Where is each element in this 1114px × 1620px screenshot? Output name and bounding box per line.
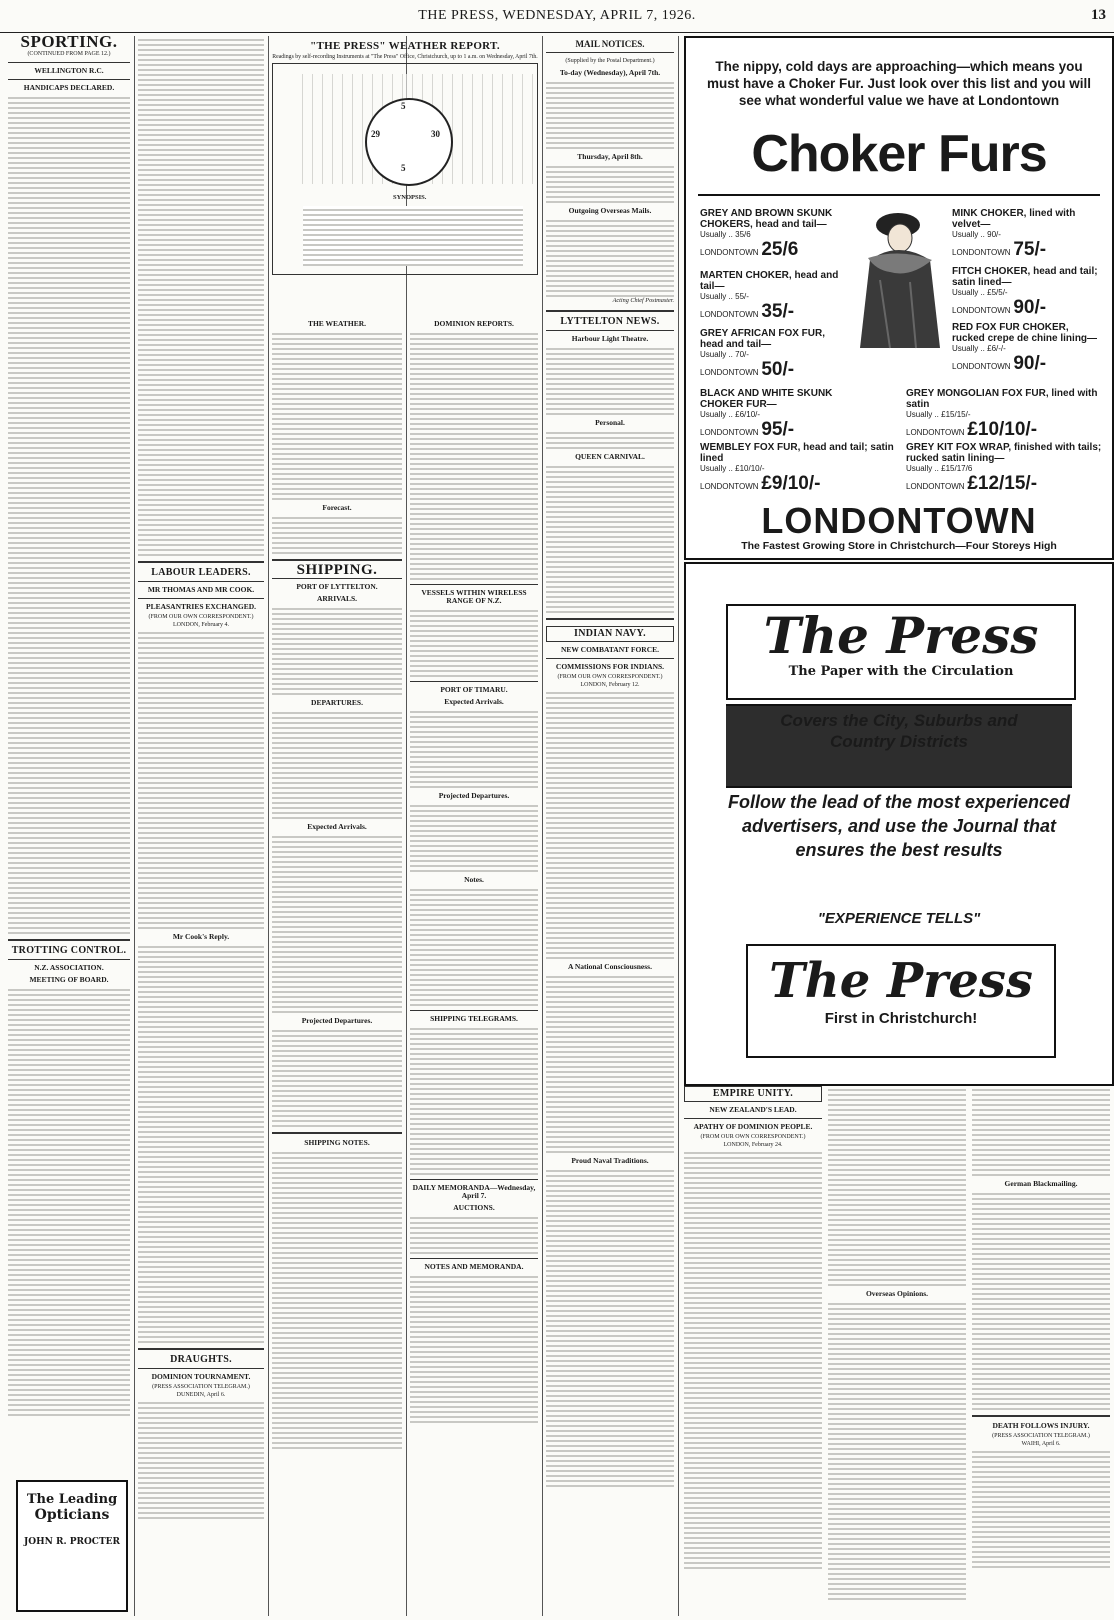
- press-tagline-1: The Paper with the Circulation: [788, 664, 1014, 679]
- optician-ad: [16, 1480, 128, 1612]
- masthead: [0, 0, 1114, 33]
- shipping-title: SHIPPING.: [296, 562, 378, 578]
- fur-item-8: [906, 388, 1104, 441]
- empire-body-2: [828, 1086, 966, 1286]
- lyttelton-sub1: Harbour Light Theatre.: [571, 334, 649, 343]
- woman-in-fur-illustration: [850, 200, 948, 350]
- empire-body-3: [828, 1300, 966, 1600]
- death-body: [972, 1448, 1110, 1568]
- empire-header: [684, 1086, 822, 1102]
- indian-navy-body-2: [546, 973, 674, 1153]
- trotting-meeting: MEETING OF BOARD.: [29, 975, 109, 984]
- dial-number: 5: [401, 101, 406, 111]
- fur-item-name: FITCH CHOKER, head and tail; satin lined—: [952, 266, 1098, 288]
- labour-body: [138, 629, 264, 929]
- fur-item-price: 50/-: [761, 359, 795, 380]
- draughts-dateline: DUNEDIN, April 6.: [176, 1392, 226, 1398]
- timaru-expected: Expected Arrivals.: [444, 697, 504, 706]
- fur-item-name: WEMBLEY FOX FUR, head and tail; satin lined: [700, 442, 894, 464]
- press-logo-box-2: [746, 944, 1056, 1058]
- empire-col-3: [972, 1086, 1110, 1568]
- arrivals-body: [272, 605, 402, 695]
- arrivals-title: ARRIVALS.: [316, 594, 358, 603]
- indian-navy-dateline: LONDON, February 12.: [580, 682, 640, 688]
- daily-memoranda: DAILY MEMORANDA—Wednesday, April 7.: [412, 1183, 536, 1200]
- fur-item-name: BLACK AND WHITE SKUNK CHOKER FUR—: [700, 388, 833, 410]
- labour-deck: PLEASANTRIES EXCHANGED.: [145, 602, 257, 611]
- labour-body-2: [138, 943, 264, 1343]
- draughts-byline: (PRESS ASSOCIATION TELEGRAM.): [152, 1384, 250, 1390]
- personal-body: [546, 429, 674, 449]
- fur-item-name: GREY KIT FOX WRAP, finished with tails; rucked satin lining—: [906, 442, 1102, 464]
- fur-item-price: 90/-: [1013, 297, 1047, 318]
- indian-navy-subtitle: NEW COMBATANT FORCE.: [561, 645, 659, 654]
- fur-item-name: MINK CHOKER, lined with velvet—: [952, 208, 1076, 230]
- the-weather-title: THE WEATHER.: [307, 319, 367, 328]
- synopsis-table: [303, 206, 523, 266]
- fur-item-name: RED FOX FUR CHOKER, rucked crepe de chine lining—: [952, 322, 1098, 344]
- expected-title: Expected Arrivals.: [307, 822, 367, 831]
- mail-supplied: (Supplied by the Postal Department.): [565, 58, 655, 64]
- reports-column: [410, 316, 538, 1616]
- synopsis-label: SYNOPSIS.: [393, 194, 427, 201]
- dominion-reports-title: DOMINION REPORTS.: [434, 319, 514, 328]
- queen-carnival: QUEEN CARNIVAL.: [575, 452, 645, 461]
- optician-line1: The Leading: [26, 1492, 118, 1507]
- londontown-label: LONDONTOWN: [700, 310, 759, 319]
- indian-navy-header: [546, 626, 674, 642]
- empire-deck: APATHY OF DOMINION PEOPLE.: [693, 1122, 813, 1131]
- timaru-expected-body: [410, 708, 538, 788]
- draughts-body: [138, 1399, 264, 1519]
- press-follow: Follow the lead of the most experienced advertisers, and use the Journal that ensures the best results: [727, 792, 1071, 860]
- labour-subtitle: MR THOMAS AND MR COOK.: [147, 585, 255, 594]
- fur-item-1: [700, 270, 850, 323]
- fur-item-price: 35/-: [761, 301, 795, 322]
- timaru-notes-body: [410, 886, 538, 1006]
- column-rule: [542, 36, 543, 1616]
- fur-item-price: £9/10/-: [761, 473, 821, 494]
- press-experience: "EXPERIENCE TELLS": [817, 910, 981, 927]
- fur-item-4: [700, 442, 900, 495]
- press-logo-2: The Press: [769, 953, 1033, 1009]
- the-press-ad: [684, 562, 1114, 1086]
- mail-today-body: [546, 79, 674, 149]
- londontown-label: LONDONTOWN: [700, 482, 759, 491]
- indian-navy-deck: COMMISSIONS FOR INDIANS.: [555, 662, 665, 671]
- labour-subhead: Mr Cook's Reply.: [172, 932, 230, 941]
- optician-name: JOHN R. PROCTER: [24, 1537, 120, 1547]
- press-logo: The Press: [763, 606, 1039, 665]
- empire-col-1: [684, 1086, 822, 1569]
- fur-item-0: [700, 208, 850, 261]
- the-weather-body: [272, 330, 402, 500]
- choker-rule: [698, 194, 1100, 196]
- projected-title: Projected Departures.: [301, 1016, 373, 1025]
- empire-body: [684, 1149, 822, 1569]
- fur-item-name: GREY AND BROWN SKUNK CHOKERS, head and tail—: [700, 208, 833, 230]
- fur-item-usually: Usually .. 35/6: [700, 230, 751, 239]
- fur-item-7: [952, 322, 1104, 375]
- fur-item-9: [906, 442, 1104, 495]
- fur-item-3: [700, 388, 870, 441]
- labour-column: [138, 36, 264, 1616]
- lyttelton-sub2: Personal.: [595, 418, 625, 427]
- carnival-body: [546, 463, 674, 613]
- sporting-continued: (CONTINUED FROM PAGE 12.): [27, 51, 111, 57]
- fur-item-name: MARTEN CHOKER, head and tail—: [700, 270, 839, 292]
- fur-item-usually: Usually .. £5/5/-: [952, 288, 1008, 297]
- empire-col-2: [828, 1086, 966, 1600]
- fur-item-usually: Usually .. £15/15/-: [906, 410, 971, 419]
- club-heading: WELLINGTON R.C.: [34, 66, 104, 75]
- indian-navy-subhead2: Proud Naval Traditions.: [571, 1156, 649, 1165]
- fur-item-name: GREY MONGOLIAN FOX FUR, lined with satin: [906, 388, 1098, 410]
- empire-dateline: LONDON, February 24.: [723, 1142, 783, 1148]
- moon-dial: [365, 98, 453, 186]
- londontown-label: LONDONTOWN: [906, 428, 965, 437]
- fur-item-usually: Usually .. £10/10/-: [700, 464, 765, 473]
- draughts-title: DRAUGHTS.: [170, 1354, 232, 1365]
- notes-memoranda-body: [410, 1273, 538, 1423]
- mail-outgoing: Outgoing Overseas Mails.: [568, 206, 652, 215]
- labour-dateline: LONDON, February 4.: [173, 622, 229, 628]
- labour-title: LABOUR LEADERS.: [151, 567, 251, 578]
- fur-item-usually: Usually .. 55/-: [700, 292, 749, 301]
- empire-body-4: [972, 1086, 1110, 1176]
- timaru-notes: Notes.: [464, 875, 484, 884]
- empire-body-5: [972, 1190, 1110, 1410]
- forecast-title: Forecast.: [322, 503, 352, 512]
- londontown-label: LONDONTOWN: [952, 306, 1011, 315]
- empire-subhead: Overseas Opinions.: [865, 1289, 929, 1298]
- press-logo-box: [726, 604, 1076, 700]
- choker-headline: The nippy, cold days are approaching—which means you must have a Choker Fur. Just look over this list and you will see what wonderful value we have at Londontown: [706, 59, 1092, 108]
- fur-item-usually: Usually .. £6/-/-: [952, 344, 1006, 353]
- dial-number: 30: [431, 129, 440, 139]
- empire-title: EMPIRE UNITY.: [712, 1088, 794, 1099]
- death-title: DEATH FOLLOWS INJURY.: [992, 1421, 1090, 1430]
- fur-item-usually: Usually .. £15/17/6: [906, 464, 973, 473]
- choker-banner: Choker Furs: [751, 125, 1047, 183]
- londontown-label: LONDONTOWN: [700, 428, 759, 437]
- mail-thursday-body: [546, 163, 674, 203]
- timaru-projected-body: [410, 802, 538, 872]
- sporting-column: [8, 36, 130, 1476]
- lyttelton-body: [546, 345, 674, 415]
- empire-subhead-2: German Blackmailing.: [1004, 1179, 1078, 1188]
- indian-navy-subhead: A National Consciousness.: [568, 962, 652, 971]
- fur-item-price: 25/6: [761, 239, 799, 260]
- weather-readings: Readings by self-recording Instruments at "The Press" Office, Christchurch, up to 1 a.m. on Wednesday, April 7th.: [272, 54, 538, 60]
- indian-navy-body-3: [546, 1167, 674, 1487]
- wireless-title: VESSELS WITHIN WIRELESS RANGE OF N.Z.: [421, 588, 527, 605]
- londontown-logo: LONDONTOWN: [761, 500, 1037, 541]
- page-number: 13: [1091, 7, 1106, 23]
- handicap-lists: [8, 94, 130, 934]
- empire-subtitle: NEW ZEALAND'S LEAD.: [709, 1105, 797, 1114]
- departures-title: DEPARTURES.: [311, 698, 363, 707]
- column-rule: [134, 36, 135, 1616]
- projected-body: [272, 1027, 402, 1127]
- trotting-body: [8, 986, 130, 1416]
- trotting-sub: N.Z. ASSOCIATION.: [34, 963, 104, 972]
- timaru-title: PORT OF TIMARU.: [440, 685, 508, 694]
- londontown-label: LONDONTOWN: [700, 368, 759, 377]
- auctions-body: [410, 1214, 538, 1254]
- fur-item-name: GREY AFRICAN FOX FUR, head and tail—: [700, 328, 826, 350]
- lyttelton-title: LYTTELTON NEWS.: [560, 316, 660, 327]
- labour-byline: (FROM OUR OWN CORRESPONDENT.): [148, 614, 254, 620]
- fur-item-price: £10/10/-: [967, 419, 1038, 440]
- weather-report: [272, 36, 538, 336]
- barograph-chart: [272, 63, 538, 275]
- press-covers: Covers the City, Suburbs and Country Districts: [780, 711, 1018, 751]
- mail-thursday: Thursday, April 8th.: [577, 152, 643, 161]
- londontown-label: LONDONTOWN: [906, 482, 965, 491]
- sporting-continued-body: [138, 36, 264, 556]
- masthead-title: THE PRESS, WEDNESDAY, APRIL 7, 1926.: [418, 8, 696, 23]
- fur-item-6: [952, 266, 1104, 319]
- londontown-ad: [684, 36, 1114, 560]
- shipping-notes-title: SHIPPING NOTES.: [304, 1138, 370, 1147]
- indian-navy-byline: (FROM OUR OWN CORRESPONDENT.): [557, 674, 663, 680]
- death-byline: (PRESS ASSOCIATION TELEGRAM.): [992, 1433, 1090, 1439]
- fur-item-price: 90/-: [1013, 353, 1047, 374]
- fur-item-price: £12/15/-: [967, 473, 1038, 494]
- fur-item-usually: Usually .. £6/10/-: [700, 410, 761, 419]
- handicaps-heading: HANDICAPS DECLARED.: [23, 83, 115, 92]
- telegrams-body: [410, 1025, 538, 1175]
- forecast-body: [272, 514, 402, 554]
- telegrams-title: SHIPPING TELEGRAMS.: [430, 1014, 518, 1023]
- empire-section: [684, 1086, 1110, 1616]
- dial-number: 5: [401, 163, 406, 173]
- fur-item-price: 75/-: [1013, 239, 1047, 260]
- departures-body: [272, 709, 402, 819]
- postmaster: Acting Chief Postmaster.: [612, 297, 674, 304]
- mail-title: MAIL NOTICES.: [575, 39, 645, 49]
- mail-column: [546, 36, 674, 1616]
- column-rule: [268, 36, 269, 1616]
- empire-byline: (FROM OUR OWN CORRESPONDENT.): [700, 1134, 806, 1140]
- fur-item-price: 95/-: [761, 419, 795, 440]
- londontown-label: LONDONTOWN: [952, 248, 1011, 257]
- dominion-reports-body: [410, 330, 538, 580]
- notes-memoranda-title: NOTES AND MEMORANDA.: [424, 1262, 524, 1271]
- shipping-column: [272, 316, 402, 1616]
- expected-body: [272, 833, 402, 1013]
- londontown-label: LONDONTOWN: [700, 248, 759, 257]
- timaru-projected: Projected Departures.: [438, 791, 510, 800]
- wireless-body: [410, 607, 538, 677]
- fur-item-5: [952, 208, 1104, 261]
- fur-item-2: [700, 328, 850, 381]
- londontown-tagline: The Fastest Growing Store in Christchurch—Four Storeys High: [741, 540, 1057, 552]
- mail-outgoing-body: [546, 217, 674, 297]
- death-dateline: WAIHI, April 6.: [1021, 1441, 1061, 1447]
- optician-line2: Opticians: [34, 1507, 110, 1523]
- weather-title: "THE PRESS" WEATHER REPORT.: [310, 40, 500, 52]
- trotting-title: TROTTING CONTROL.: [11, 945, 127, 956]
- fur-item-usually: Usually .. 70/-: [700, 350, 749, 359]
- port-title: PORT OF LYTTELTON.: [296, 582, 378, 591]
- shipping-notes-body: [272, 1149, 402, 1449]
- dial-number: 29: [371, 129, 380, 139]
- auctions-title: AUCTIONS.: [453, 1203, 495, 1212]
- londontown-label: LONDONTOWN: [952, 362, 1011, 371]
- fur-item-usually: Usually .. 90/-: [952, 230, 1001, 239]
- press-tagline-2: First in Christchurch!: [824, 1010, 978, 1027]
- draughts-subtitle: DOMINION TOURNAMENT.: [151, 1372, 251, 1381]
- column-rule: [678, 36, 679, 1616]
- indian-navy-title: INDIAN NAVY.: [574, 628, 646, 639]
- indian-navy-body: [546, 689, 674, 959]
- mail-today: To-day (Wednesday), April 7th.: [559, 68, 661, 77]
- sporting-title: SPORTING.: [20, 36, 118, 51]
